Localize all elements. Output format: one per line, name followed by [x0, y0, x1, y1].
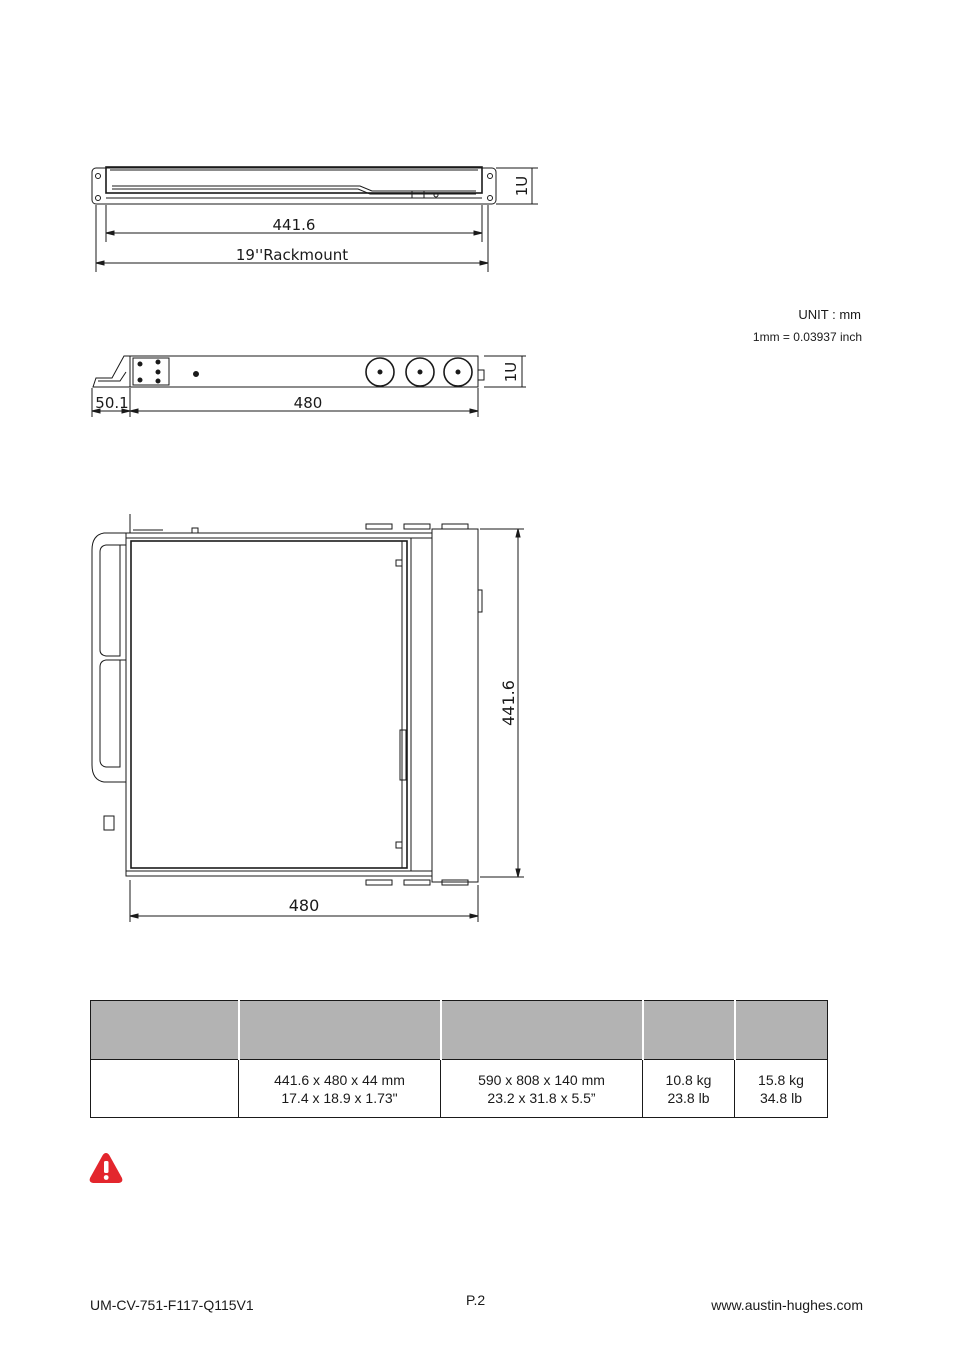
cell-net-weight [643, 1060, 735, 1118]
front-rack-label: 19''Rackmount [235, 246, 349, 264]
top-tray [131, 541, 407, 868]
warning-triangle-icon [88, 1151, 124, 1185]
top-view [92, 514, 524, 922]
header-cell-model [91, 1001, 239, 1060]
side-handle [93, 356, 130, 387]
cell-package-mm: 590 x 808 x 140 mm [478, 1071, 605, 1088]
cell-dimension [239, 1060, 441, 1118]
cell-gross-weight-kg: 15.8 kg [758, 1071, 804, 1088]
spec-table-header [91, 1001, 828, 1060]
header-cell-net-weight [643, 1001, 735, 1060]
header-cell-gross-weight [735, 1001, 828, 1060]
front-width-label: 441.6 [272, 216, 316, 234]
rack-ear-hole [488, 196, 493, 201]
table-row [91, 1060, 828, 1118]
rack-ear-hole [488, 174, 493, 179]
side-depth-label: 480 [293, 394, 323, 412]
side-chassis [130, 356, 478, 387]
side-height-label: 1U [502, 361, 520, 383]
cell-package-in: 23.2 x 31.8 x 5.5” [487, 1089, 596, 1106]
top-handle [92, 533, 126, 782]
top-chassis [126, 533, 432, 876]
cell-model [91, 1060, 239, 1118]
footer-page-number: P.2 [466, 1292, 486, 1308]
top-depth-label: 441.6 [499, 680, 518, 726]
top-width-label: 480 [288, 896, 320, 915]
footer-doc-code: UM-CV-751-F117-Q115V1 [90, 1297, 254, 1313]
header-cell-package [441, 1001, 643, 1060]
unit-conversion-label: 1mm = 0.03937 inch [752, 330, 862, 344]
rack-ear-hole [96, 174, 101, 179]
cell-net-weight-kg: 10.8 kg [665, 1071, 712, 1088]
spec-table [90, 1000, 828, 1118]
unit-label: UNIT : mm [798, 307, 861, 322]
side-handle-label: 50.1 [95, 394, 129, 412]
footer-website: www.austin-hughes.com [711, 1297, 863, 1313]
top-rear-box [432, 529, 478, 882]
cell-package [441, 1060, 643, 1118]
cell-dimension-mm: 441.6 x 480 x 44 mm [274, 1071, 405, 1088]
header-cell-dimension [239, 1001, 441, 1060]
rack-ear-hole [96, 196, 101, 201]
cell-net-weight-lb: 23.8 lb [667, 1089, 710, 1106]
front-height-label: 1U [513, 175, 531, 197]
cell-gross-weight [735, 1060, 828, 1118]
cell-gross-weight-lb: 34.8 lb [759, 1089, 803, 1106]
cell-dimension-in: 17.4 x 18.9 x 1.73" [281, 1089, 398, 1106]
